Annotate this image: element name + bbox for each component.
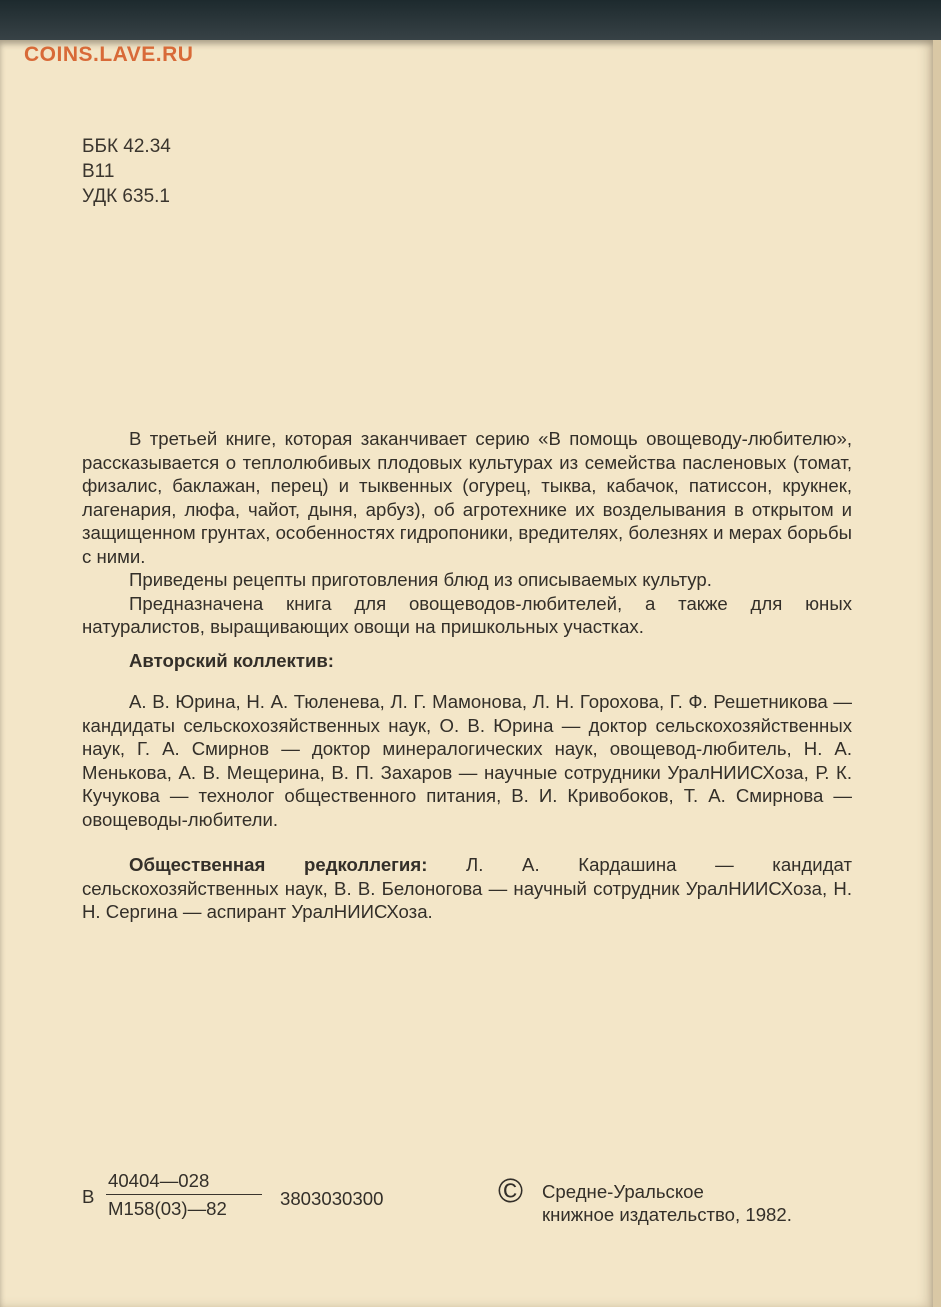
bbk-code: ББК 42.34 — [82, 136, 171, 157]
udk-code: УДК 635.1 — [82, 186, 170, 207]
authors-text: А. В. Юрина, Н. А. Тюленева, Л. Г. Мамонова, Л. Н. Горохова, Г. Ф. Решетникова — кандидаты сельскохозяйственных наук, О. В. Юрина — доктор сельскохозяйственных наук, Г. А. Смирнов — доктор минералогических наук, овощевод-любитель, Н. А. Менькова, А. В. Мещерина, В. П. Захаров — научные сотрудники УралНИИСХоза, Р. К. Кучукова — технолог общественного питания, В. И. Кривобоков, Т. А. Смирнова — овощеводы-любители. — [82, 691, 852, 830]
board-text: Л. А. Кардашина — кандидат сельскохозяйственных наук, В. В. Белоногова — научный сотрудник УралНИИСХоза, Н. Н. Сергина — аспирант УралНИИСХоза. — [82, 854, 852, 922]
imprint-fraction — [106, 1168, 262, 1223]
copyright-icon: © — [498, 1172, 524, 1210]
imprint-numerator: 40404—028 — [106, 1168, 262, 1195]
annotation-paragraph-2: Приведены рецепты приготовления блюд из описываемых культур. — [129, 569, 712, 590]
annotation-block — [82, 427, 852, 924]
publisher-line-2: книжное издательство, 1982. — [542, 1204, 792, 1225]
publisher-line-1: Средне-Уральское — [542, 1181, 704, 1202]
imprint-number: 3803030300 — [280, 1188, 384, 1209]
imprint-letter: В — [82, 1186, 95, 1207]
publisher — [542, 1180, 792, 1226]
book-cover-edge — [0, 0, 941, 44]
editorial-board — [82, 853, 852, 924]
authors-heading: Авторский коллектив: — [129, 649, 335, 671]
index-code: В11 — [82, 161, 115, 182]
annotation-paragraph-3: Предназначена книга для овощеводов-любителей, а также для юных натуралистов, выращивающих овощи на пришкольных участках. — [82, 592, 852, 637]
annotation-paragraph-1: В третьей книге, которая заканчивает серию «В помощь овощеводу-любителю», рассказывается о теплолюбивых плодовых культурах из семейства пасленовых (томат, физалис, баклажан, перец) и тыквенных (огурец, тыква, кабачок, патиссон, крукнек, лагенария, люфа, чайот, дыня, арбуз), об агротехнике их возделывания в открытом и защищенном грунтах, особенностях гидропоники, вредителях, болезнях и мерах борьбы с ними. — [82, 428, 852, 567]
board-heading: Общественная редколлегия: — [129, 854, 428, 875]
imprint-footer — [82, 1168, 862, 1238]
watermark: COINS.LAVE.RU — [24, 43, 194, 66]
classification-codes — [82, 134, 171, 209]
page-right-edge — [933, 40, 941, 1307]
imprint-denominator: М158(03)—82 — [108, 1198, 227, 1219]
